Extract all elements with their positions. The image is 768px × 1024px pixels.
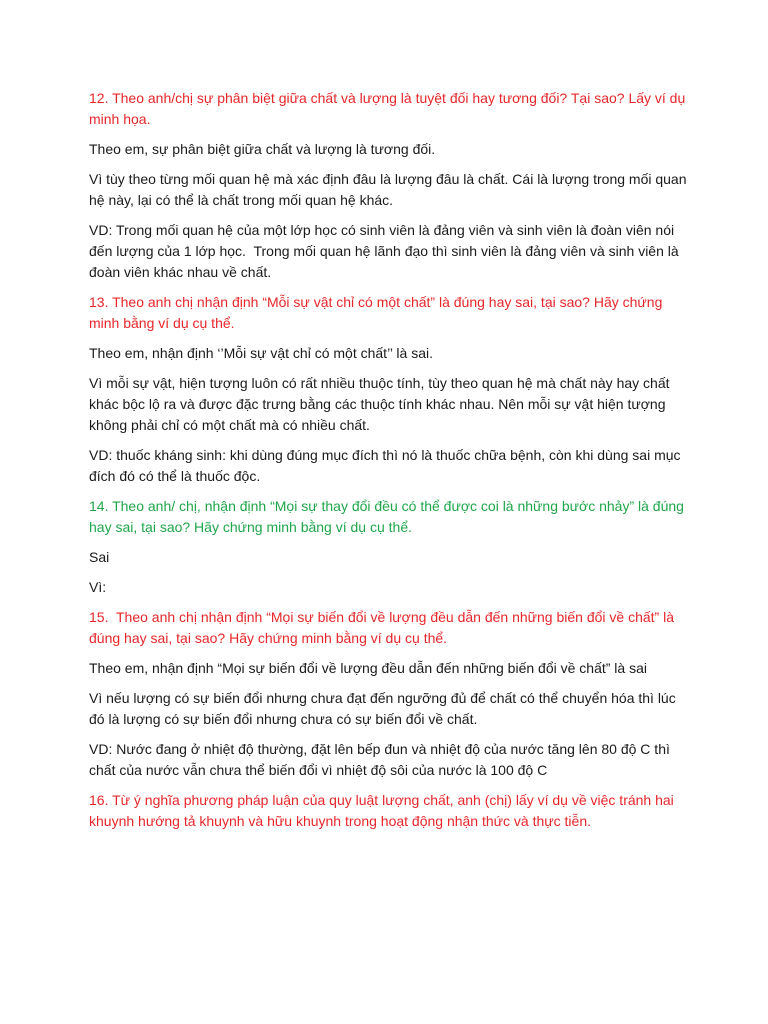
document-body <box>89 88 689 841</box>
answer-15-example: VD: Nước đang ở nhiệt độ thường, đặt lên bếp đun và nhiệt độ của nước tăng lên 80 độ C thì chất của nước vẫn chưa thể biến đổi vì nhiệt độ sôi của nước là 100 độ C <box>89 741 674 778</box>
question-16: 16. Từ ý nghĩa phương pháp luận của quy luật lượng chất, anh (chị) lấy ví dụ về việc tránh hai khuynh hướng tả khuynh và hữu khuynh trong hoạt động nhận thức và thực tiễn. <box>89 792 678 829</box>
answer-15-claim: Theo em, nhận định “Mọi sự biến đổi về lượng đều dẫn đến những biến đổi về chất” là sai <box>89 660 647 676</box>
answer-14-claim: Sai <box>89 549 110 565</box>
question-15: 15. Theo anh chị nhận định “Mọi sự biến đổi về lượng đều dẫn đến những biến đổi về chất” là đúng hay sai, tại sao? Hãy chứng minh bằng ví dụ cụ thể. <box>89 609 678 646</box>
answer-13-example: VD: thuốc kháng sinh: khi dùng đúng mục đích thì nó là thuốc chữa bệnh, còn khi dùng sai mục đích đó có thể là thuốc độc. <box>89 447 685 484</box>
answer-13-reason: Vì mỗi sự vật, hiện tượng luôn có rất nhiều thuộc tính, tùy theo quan hệ mà chất này hay chất khác bộc lộ ra và được đặc trưng bằng các thuộc tính khác nhau. Nên mỗi sự vật hiện tượng không phải chỉ có một chất mà có nhiều chất. <box>89 375 674 433</box>
question-12: 12. Theo anh/chị sự phân biệt giữa chất và lượng là tuyệt đối hay tương đối? Tại sao? Lấy ví dụ minh họa. <box>89 90 690 127</box>
answer-12-claim: Theo em, sự phân biệt giữa chất và lượng là tương đối. <box>89 141 436 157</box>
answer-12-example: VD: Trong mối quan hệ của một lớp học có sinh viên là đảng viên và sinh viên là đoàn viên nói đến lượng của 1 lớp học. Trong mối quan hệ lãnh đạo thì sinh viên là đảng viên và sinh viên là đoàn viên khác nhau về chất. <box>89 222 683 280</box>
question-14: 14. Theo anh/ chị, nhận định “Mọi sự thay đổi đều có thể được coi là những bước nhảy” là đúng hay sai, tại sao? Hãy chứng minh bằng ví dụ cụ thể. <box>89 498 688 535</box>
answer-12-reason: Vì tùy theo từng mối quan hệ mà xác định đâu là lượng đâu là chất. Cái là lượng trong mối quan hệ này, lại có thể là chất trong mối quan hệ khác. <box>89 171 691 208</box>
answer-14-reason: Vì: <box>89 579 107 595</box>
question-13: 13. Theo anh chị nhận định “Mỗi sự vật chỉ có một chất” là đúng hay sai, tại sao? Hãy chứng minh bằng ví dụ cụ thể. <box>89 294 667 331</box>
answer-13-claim: Theo em, nhận định ‘’Mỗi sự vật chỉ có một chất’’ là sai. <box>89 345 433 361</box>
answer-15-reason: Vì nếu lượng có sự biến đổi nhưng chưa đạt đến ngưỡng đủ để chất có thể chuyển hóa thì lúc đó là lượng có sự biến đổi nhưng chưa có sự biến đổi về chất. <box>89 690 680 727</box>
